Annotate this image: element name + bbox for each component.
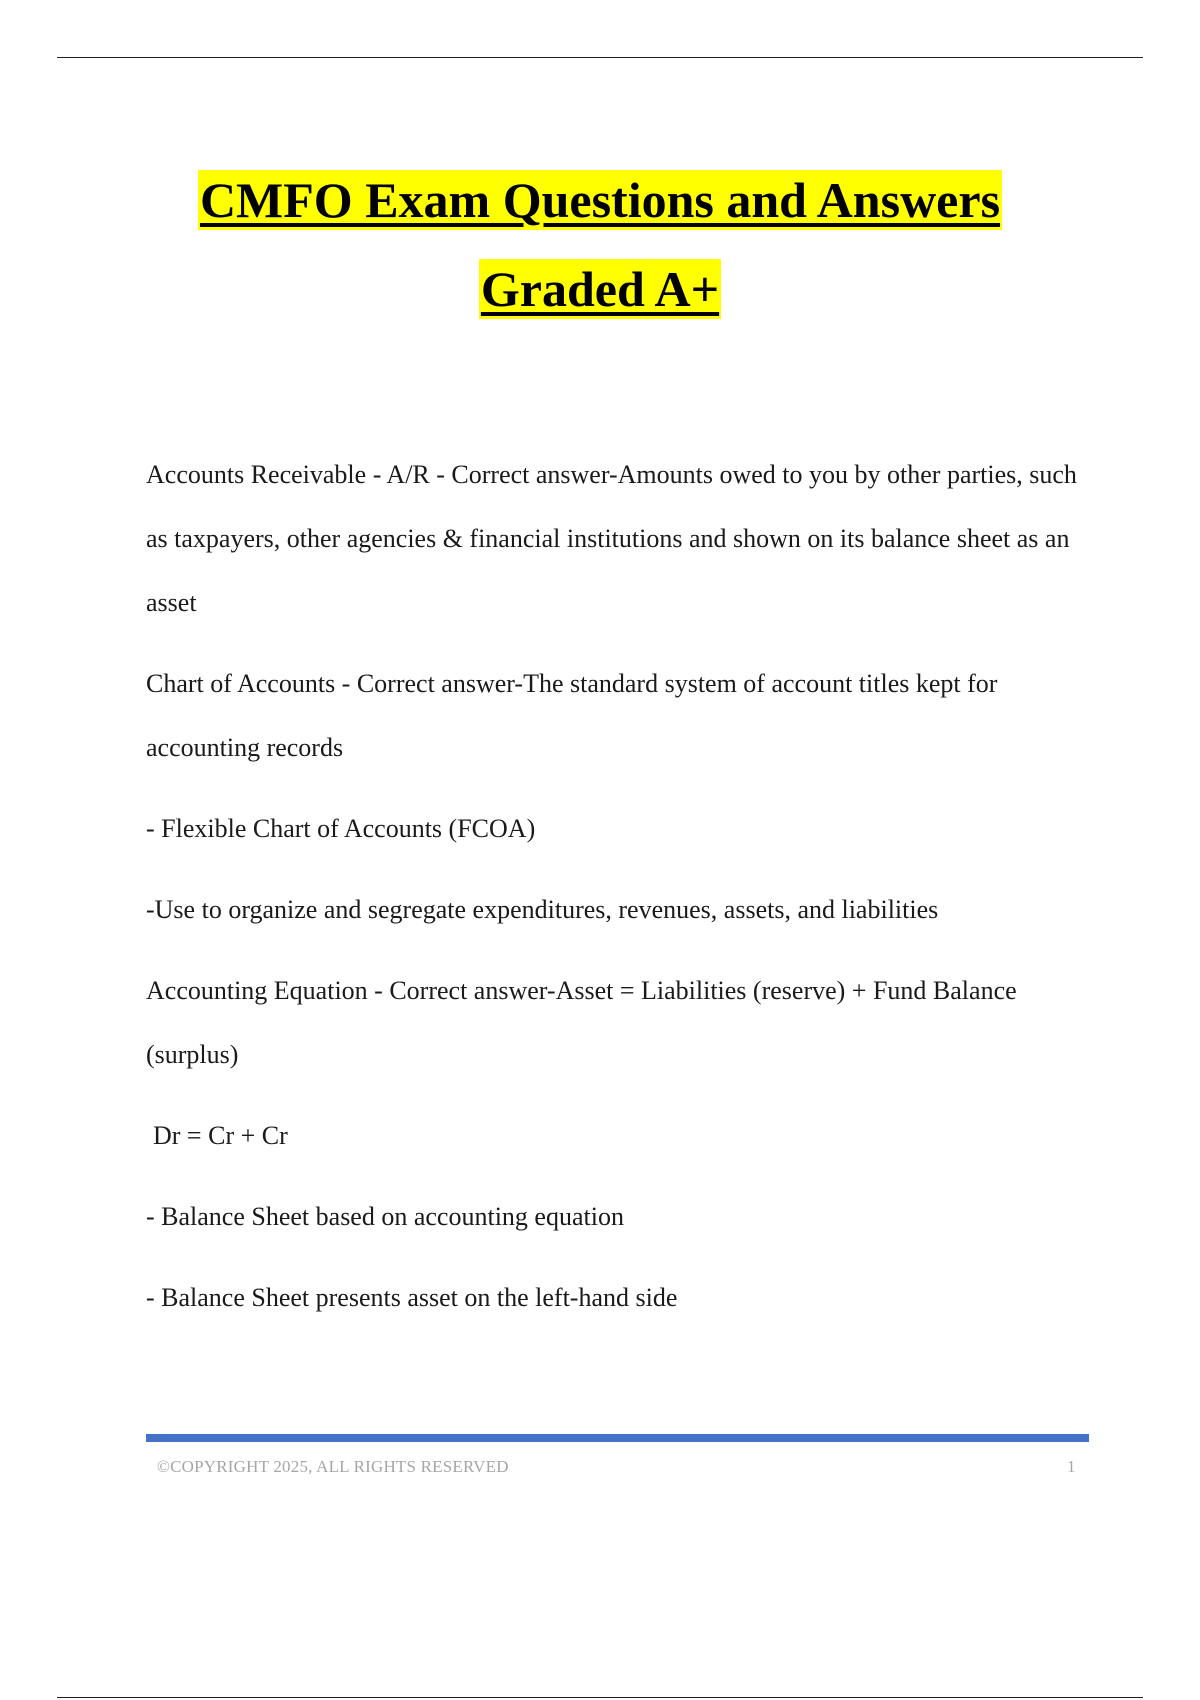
paragraph-balance-sheet-equation: - Balance Sheet based on accounting equation (146, 1202, 624, 1231)
footer-divider-bar (146, 1434, 1089, 1442)
footer-page-number: 1 (1067, 1457, 1076, 1476)
paragraph-balance-sheet-left: - Balance Sheet presents asset on the left-hand side (146, 1283, 678, 1312)
paragraph-accounting-equation: Accounting Equation - Correct answer-Asset = Liabilities (reserve) + Fund Balance (surplus) (146, 976, 1017, 1069)
document-title (0, 170, 1200, 319)
footer-copyright: ©COPYRIGHT 2025, ALL RIGHTS RESERVED (157, 1457, 509, 1476)
paragraph-chart-of-accounts: Chart of Accounts - Correct answer-The standard system of account titles kept for accounting records (146, 669, 998, 762)
paragraph-accounts-receivable: Accounts Receivable - A/R - Correct answer-Amounts owed to you by other parties, such as taxpayers, other agencies & financial institutions and shown on its balance sheet as an asset (146, 460, 1077, 617)
title-line-1: CMFO Exam Questions and Answers (199, 172, 1001, 228)
page-bottom-rule (57, 1697, 1143, 1698)
paragraph-dr-cr: Dr = Cr + Cr (153, 1121, 288, 1150)
paragraph-fcoa: - Flexible Chart of Accounts (FCOA) (146, 814, 536, 843)
paragraph-use-to-organize: -Use to organize and segregate expenditures, revenues, assets, and liabilities (146, 895, 939, 924)
page-top-rule (57, 57, 1143, 58)
title-line-2: Graded A+ (480, 261, 720, 317)
document-body (146, 443, 1086, 1347)
